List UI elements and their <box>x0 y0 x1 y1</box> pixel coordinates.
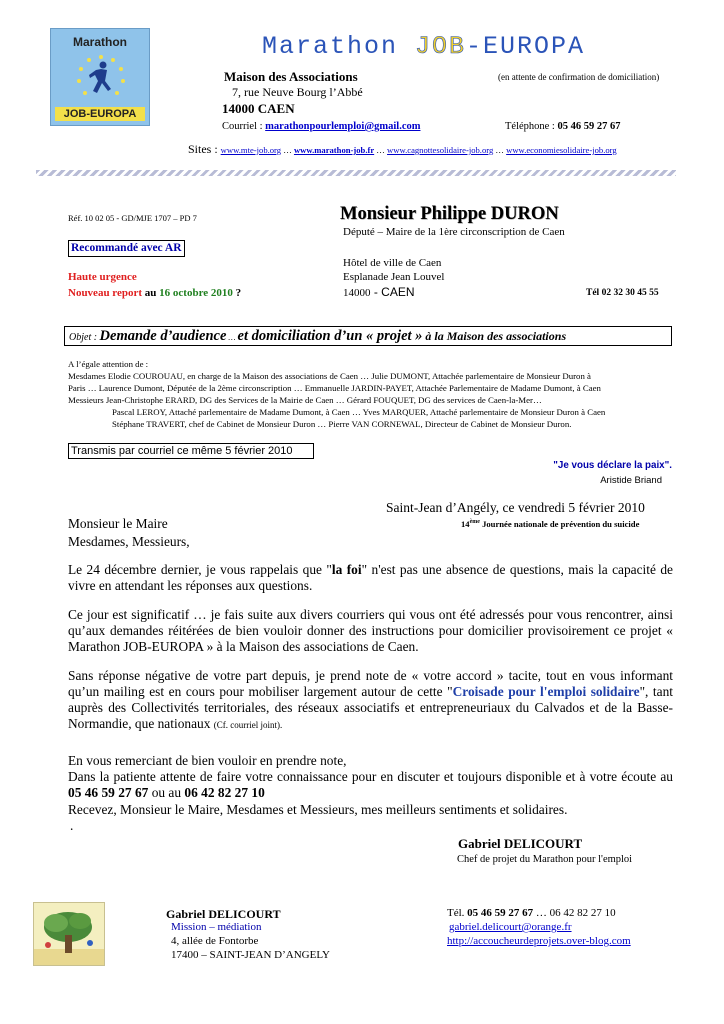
transmis-box: Transmis par courriel ce même 5 février 2010 <box>68 443 314 459</box>
subject-dots: … <box>226 333 238 342</box>
closing-phone-2: 06 42 82 27 10 <box>184 785 265 800</box>
logo-top-text: Marathon <box>73 35 127 49</box>
closing-line-3: Recevez, Monsieur le Maire, Mesdames et Messieurs, mes meilleurs sentiments et solidaires. <box>68 802 568 817</box>
footer-mission: Mission – médiation <box>171 921 262 933</box>
attention-line-5: Stéphane TRAVERT, chef de Cabinet de Monsieur Duron … Pierre VAN CORNEWAL, Directeur de Cabinet de Monsieur Duron. <box>112 419 572 429</box>
phone-label: Téléphone : <box>505 121 558 132</box>
footer-blog-link[interactable]: http://accoucheurdeprojets.over-blog.com <box>447 935 631 947</box>
email-label: Courriel : <box>222 121 266 132</box>
runner-stars-icon <box>71 53 131 103</box>
sites-separator: … <box>281 145 294 155</box>
signature-role: Chef de projet du Marathon pour l'emploi <box>457 854 633 865</box>
report-line <box>68 287 241 299</box>
journee-note <box>461 519 639 529</box>
attention-line-3: Messieurs Jean-Christophe ERARD, DG des Services de la Mairie de Caen … Gérard FOUQUET, DG des services de Caen-la-Mer… <box>68 395 542 405</box>
para3-text: Sans réponse négative de votre part depuis, je prend note de « votre accord » tacite, tout en vous informant qu’un mailing est en cours pour mobiliser largement autour de cette " <box>68 668 673 699</box>
para3-highlight: Croisade pour l'emploi solidaire <box>452 684 640 699</box>
journee-text: Journée nationale de prévention du suicide <box>479 519 640 529</box>
closing-phone-1: 05 46 59 27 67 <box>68 785 149 800</box>
sites-line <box>188 140 617 158</box>
recipient-tel: Tél 02 32 30 45 55 <box>586 288 659 298</box>
title-part1: Marathon <box>262 32 416 61</box>
sites-separator: … <box>374 145 388 155</box>
footer-tel-2: … 06 42 82 27 10 <box>533 907 616 919</box>
quote-author: Aristide Briand <box>600 475 662 486</box>
site-link-4[interactable]: www.economiesolidaire-job.org <box>506 145 617 155</box>
closing-dot: . <box>70 818 74 833</box>
subject-part2: et domiciliation d’un « projet » <box>237 328 423 344</box>
reference: Réf. 10 02 05 - GD/MJE 1707 – PD 7 <box>68 213 197 223</box>
org-note: (en attente de confirmation de domiciliation) <box>498 72 660 82</box>
header-divider <box>36 170 676 176</box>
site-link-1[interactable]: www.mte-job.org <box>220 145 282 155</box>
body-paragraph-3 <box>68 668 673 733</box>
footer-tel-label: Tél. <box>447 907 468 919</box>
recommande-badge: Recommandé avec AR <box>68 240 185 257</box>
footer-email-link[interactable]: gabriel.delicourt@orange.fr <box>449 921 572 933</box>
attention-line-4: Pascal LEROY, Attaché parlementaire de Madame Dumont, à Caen … Yves MARQUER, Attaché parlementaire de Monsieur Duron à Caen <box>112 407 606 417</box>
logo-bottom-text: JOB-EUROPA <box>55 107 145 121</box>
org-street: 7, rue Neuve Bourg l’Abbé <box>232 85 363 99</box>
footer-street: 4, allée de Fontorbe <box>171 935 259 947</box>
para1-bold: la foi <box>331 562 362 577</box>
tree-logo <box>33 902 105 966</box>
salutation-1: Monsieur le Maire <box>68 516 168 531</box>
closing-text: Dans la patiente attente de faire votre connaissance pour en discuter et toujours disponible et à votre écoute au <box>68 769 673 784</box>
closing-ou: ou au <box>148 785 185 800</box>
subject-part3: à la Maison des associations <box>422 329 567 343</box>
attention-line-2: Paris … Laurence Dumont, Députée de la 2ème circonscription … Emmanuelle JARDIN-PAYET, Attachée Parlementaire de Madame Dumont, à Caen <box>68 383 601 393</box>
signature-name: Gabriel DELICOURT <box>458 836 583 851</box>
phone-value: 05 46 59 27 67 <box>557 121 621 132</box>
recipient-postcode: 14000 <box>343 287 371 299</box>
recipient-city-name: - CAEN <box>370 285 415 299</box>
subject-box <box>64 326 672 346</box>
closing-line-1: En vous remerciant de bien vouloir en prendre note, <box>68 753 347 768</box>
org-city: 14000 CAEN <box>222 101 295 116</box>
footer-tel-1: 05 46 59 27 67 <box>467 907 534 919</box>
report-date: 16 octobre 2010 <box>159 287 233 299</box>
para1-text: Le 24 décembre dernier, je vous rappelais que " <box>68 562 332 577</box>
body-paragraph-1 <box>68 562 673 594</box>
attention-intro: A l’égale attention de : <box>68 359 149 369</box>
site-link-2[interactable]: www.marathon-job.fr <box>293 145 375 155</box>
body-paragraph-2: Ce jour est significatif … je fais suite aux divers courriers qui vous ont été adressés pour vous rencontrer, ainsi qu’aux demandes réitérées de bien vouloir donner des instructions pour domicilier provisoirement ce projet « Marathon JOB-EUROPA » à la Maison des associations de Caen. <box>68 607 673 654</box>
salutation-2: Mesdames, Messieurs, <box>68 534 190 549</box>
urgency-label: Haute urgence <box>68 271 137 283</box>
page-title <box>262 32 585 61</box>
phone-line <box>505 121 620 132</box>
marathon-logo <box>50 28 150 126</box>
sites-separator: … <box>493 145 507 155</box>
tree-icon <box>34 903 104 965</box>
recipient-name: Monsieur Philippe DURON <box>340 204 559 224</box>
attention-line-1: Mesdames Elodie COUROUAU, en charge de la Maison des associations de Caen … Julie DUMONT, Attachée parlementaire de Monsieur Duron à <box>68 371 591 381</box>
report-au: au <box>142 287 160 299</box>
para3-text-end: ", tant auprès des Collectivités territoriales, des réseaux associatifs et entrepreneuriaux du Calvados et de la Basse-Normandie, que nationaux <box>68 684 673 731</box>
title-part3: -EUROPA <box>466 32 586 61</box>
journee-num: 14 <box>461 519 470 529</box>
letter-date: Saint-Jean d’Angély, ce vendredi 5 février 2010 <box>386 500 645 515</box>
sites-label: Sites : <box>188 142 221 156</box>
subject-part1: Demande d’audience <box>99 328 227 344</box>
recipient-role: Député – Maire de la 1ère circonscription de Caen <box>343 226 565 238</box>
recipient-address-2: Esplanade Jean Louvel <box>343 271 445 283</box>
closing-line-2 <box>68 769 673 801</box>
email-line <box>222 121 420 132</box>
para3-note: (Cf. courriel joint). <box>213 720 283 730</box>
recipient-city <box>343 285 415 299</box>
footer-name: Gabriel DELICOURT <box>166 907 281 921</box>
org-name: Maison des Associations <box>224 69 358 84</box>
title-part2: JOB <box>415 32 467 61</box>
para1-text-end: " n'est pas une absence de questions, mais la capacité de vivre en attendant les réponses aux questions. <box>68 562 674 593</box>
quote-text: "Je vous déclare la paix". <box>553 460 672 471</box>
footer-tel <box>447 907 616 919</box>
report-text: Nouveau report <box>68 287 143 299</box>
recipient-address-1: Hôtel de ville de Caen <box>343 257 442 269</box>
site-link-3[interactable]: www.cagnottesolidaire-job.org <box>387 145 494 155</box>
report-question: ? <box>232 287 242 299</box>
subject-label: Objet : <box>69 332 100 343</box>
journee-sup: ème <box>469 519 480 526</box>
footer-city: 17400 – SAINT-JEAN D’ANGELY <box>171 949 330 961</box>
email-link[interactable]: marathonpourlemploi@gmail.com <box>265 121 421 132</box>
